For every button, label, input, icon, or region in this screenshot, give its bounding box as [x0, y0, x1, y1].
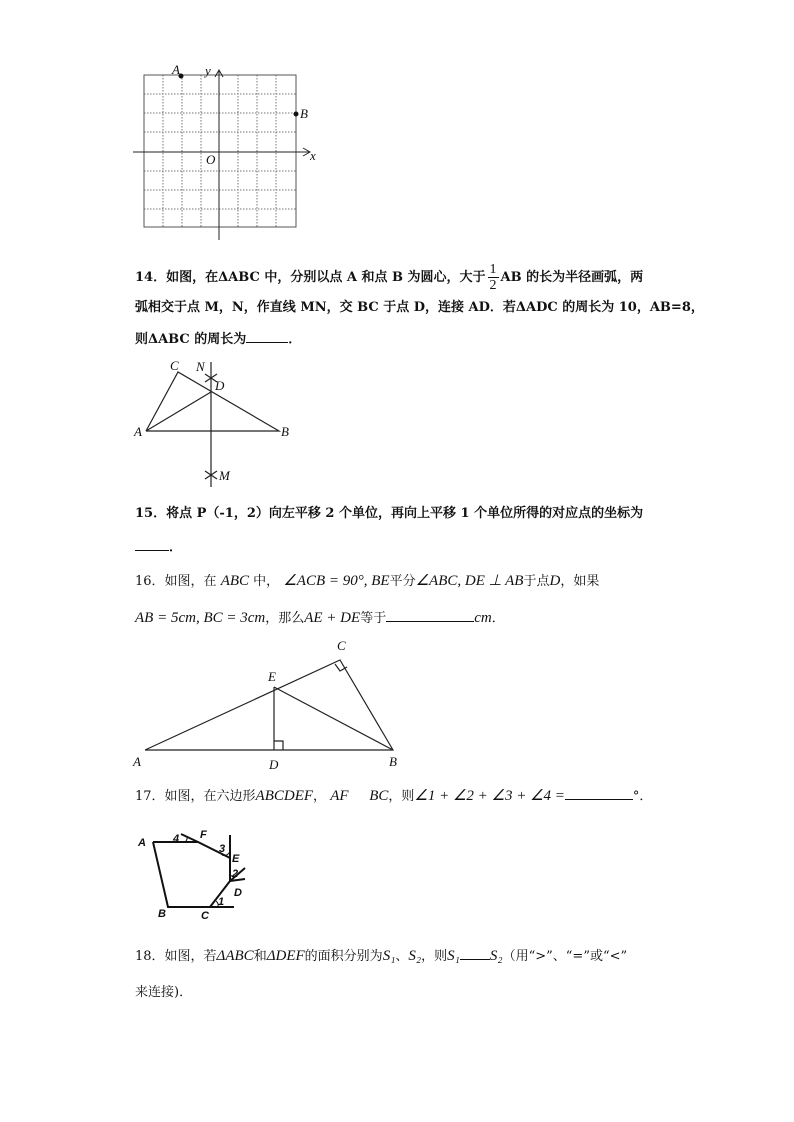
q14-text: 14．如图，在ΔABC 中，分别以点 A 和点 B 为圆心，大于	[135, 270, 486, 285]
q16-line-2	[135, 609, 505, 627]
q15-end: ．	[169, 540, 183, 555]
q18-math: ΔABC	[216, 948, 254, 964]
q16-text: ，那么	[265, 611, 305, 626]
q18-math: S₂	[408, 948, 422, 964]
q16-math: ABC	[220, 573, 250, 589]
fig17-label-d: D	[234, 887, 242, 899]
fig14-label-a: A	[134, 424, 142, 439]
fig16-label-e: E	[268, 669, 276, 684]
fig14-label-m: M	[219, 468, 230, 483]
fig17-label-e: E	[232, 853, 240, 865]
q18-text: 、	[395, 949, 409, 964]
q17-line-1	[135, 787, 652, 805]
q18-text: 和	[253, 949, 267, 964]
q18-text: （用“>”、“=”或“<”	[502, 949, 628, 964]
label-y: y	[205, 63, 211, 78]
fig17-angle-4: 4	[173, 833, 180, 845]
label-o: O	[206, 152, 216, 167]
q14-line-2: 弧相交于点 M，N，作直线 MN，交 BC 于点 D，连接 AD．若ΔADC 的周长为 10，AB=8，	[135, 300, 704, 315]
q14-end: ．	[288, 332, 302, 347]
fig17-label-f: F	[200, 829, 207, 841]
q18-text: ，则	[421, 949, 448, 964]
q17-text: ，则	[388, 789, 415, 804]
q16-math: AE + DE	[304, 610, 361, 626]
fraction-half	[488, 262, 499, 293]
q18-math: S₂	[489, 948, 503, 964]
answer-blank[interactable]	[386, 609, 474, 622]
q16-text: 16．如图，在	[135, 574, 217, 589]
q17-text: ，	[313, 789, 327, 804]
q14-line-3	[135, 330, 301, 348]
fig16-label-a: A	[133, 754, 141, 769]
q14-text: 则ΔABC 的周长为	[135, 332, 247, 347]
q14-line-1	[135, 262, 643, 293]
q17-math: ∠1 + ∠2 + ∠3 + ∠4 =	[414, 788, 565, 804]
fig14-label-d: D	[215, 378, 225, 393]
answer-blank[interactable]	[460, 947, 490, 960]
q16-text: ，如果	[560, 574, 600, 589]
fig17-angle-3: 3	[219, 843, 226, 855]
fig17-angle-2: 2	[232, 868, 239, 880]
fig14-label-c: C	[170, 358, 179, 373]
q16-math: D	[549, 573, 561, 589]
q16-text: 中，	[253, 574, 280, 589]
q18-math: S₁	[382, 948, 396, 964]
q17-text: 17．如图，在六边形	[135, 789, 256, 804]
q17-math: BC	[369, 788, 389, 804]
q14-text: AB 的长为半径画弧，两	[500, 270, 644, 285]
fig17-label-b: B	[158, 908, 166, 920]
answer-blank[interactable]	[565, 787, 633, 800]
q15-line-1: 15．将点 P（-1，2）向左平移 2 个单位，再向上平移 1 个单位所得的对应点的坐标为	[135, 506, 644, 521]
triangle-figure-14	[146, 362, 279, 487]
q16-text: 等于	[360, 611, 387, 626]
answer-blank[interactable]	[135, 538, 169, 551]
answer-blank[interactable]	[246, 330, 288, 343]
q18-math: S₁	[447, 948, 460, 964]
q16-math: AB = 5cm, BC = 3cm	[135, 610, 266, 626]
label-b: B	[300, 106, 308, 121]
fig16-label-d: D	[269, 757, 279, 772]
q16-math: ∠ABC, DE ⊥ AB	[415, 573, 524, 589]
point-b	[294, 112, 299, 117]
fig16-label-c: C	[337, 638, 346, 653]
q17-math: ABCDEF	[255, 788, 314, 804]
coordinate-grid-figure	[133, 70, 310, 240]
frac-num: 1	[489, 262, 497, 277]
q18-text: 的面积分别为	[304, 949, 383, 964]
frac-den: 2	[489, 278, 497, 293]
q18-math: ΔDEF	[266, 948, 305, 964]
fig17-label-c: C	[201, 910, 209, 922]
q17-end: °．	[632, 789, 653, 804]
q17-math: AF	[330, 788, 349, 804]
q15-line-2	[135, 538, 182, 556]
q18-line-1	[135, 947, 627, 965]
fig14-label-b: B	[281, 424, 289, 439]
q16-unit: cm	[474, 610, 492, 626]
q16-end: ．	[491, 611, 505, 626]
q16-text: 平分	[389, 574, 416, 589]
q18-text: 18．如图，若	[135, 949, 217, 964]
fig17-angle-1: 1	[218, 896, 225, 908]
fig16-label-b: B	[389, 754, 397, 769]
q16-math: ∠ACB = 90°, BE	[283, 573, 390, 589]
label-a: A	[172, 62, 180, 77]
q16-text: 于点	[523, 574, 550, 589]
fig17-label-a: A	[138, 837, 146, 849]
q18-line-2: 来连接)．	[135, 985, 193, 1000]
q16-line-1	[135, 573, 599, 590]
fig14-label-n: N	[196, 359, 205, 374]
label-x: x	[310, 148, 316, 163]
